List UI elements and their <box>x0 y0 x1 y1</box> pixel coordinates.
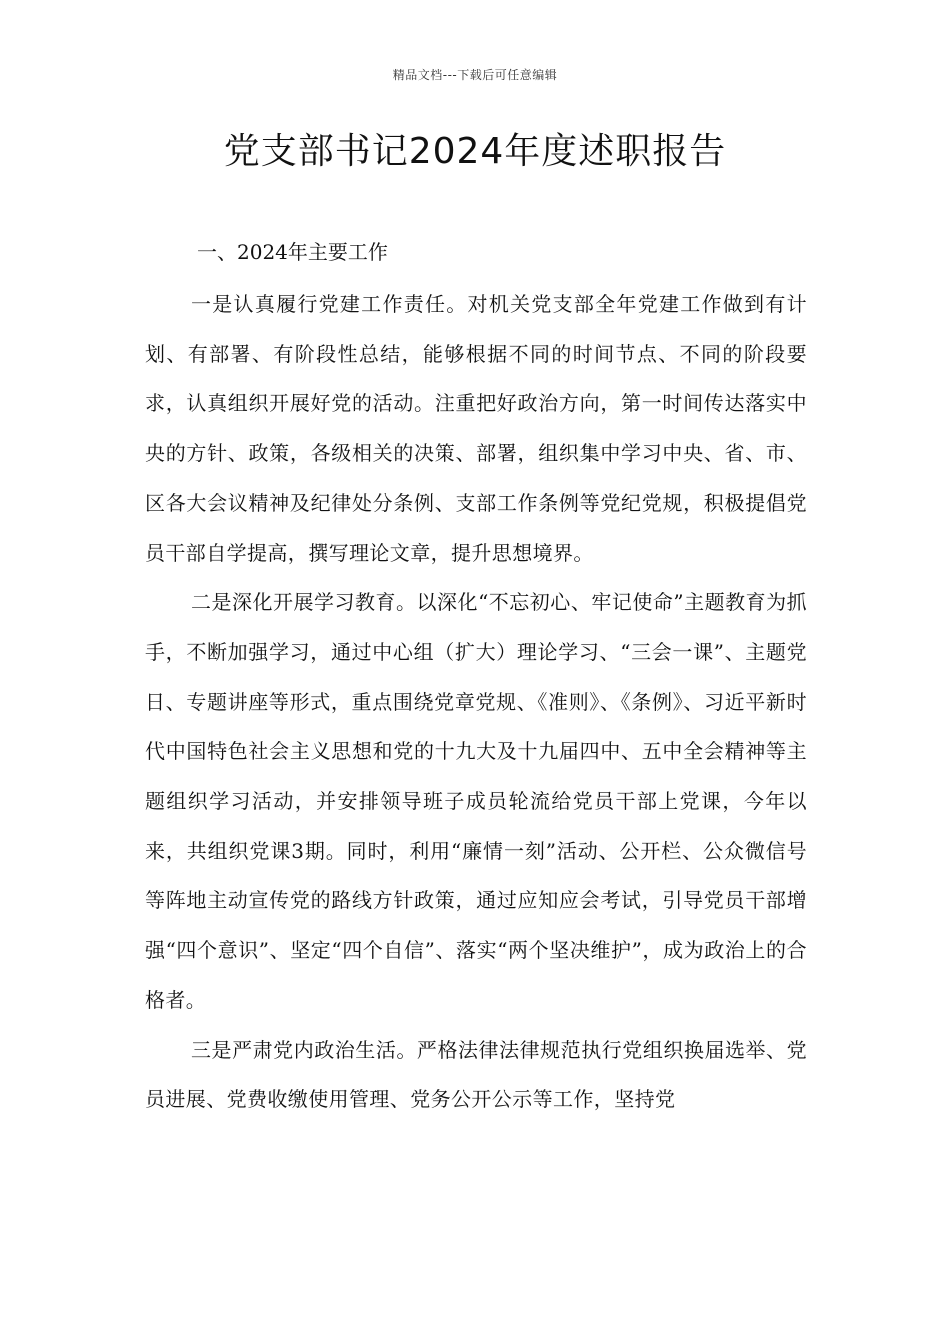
header-note: 精品文档---下载后可任意编辑 <box>392 68 558 82</box>
paragraph-1: 一是认真履行党建工作责任。对机关党支部全年党建工作做到有计划、有部署、有阶段性总结，能够根据不同的时间节点、不同的阶段要求，认真组织开展好党的活动。注重把好政治方向，第一时间传达落实中央的方针、政策，各级相关的决策、部署，组织集中学习中央、省、市、区各大会议精神及纪律处分条例、支部工作条例等党纪党规，积极提倡党员干部自学提高，撰写理论文章，提升思想境界。 <box>145 292 807 565</box>
document-title: 党支部书记2024年度述职报告 <box>223 131 727 172</box>
paragraph-2: 二是深化开展学习教育。以深化“不忘初心、牢记使命”主题教育为抓手，不断加强学习，通过中心组（扩大）理论学习、“三会一课”、主题党日、专题讲座等形式，重点围绕党章党规、《准则》、《条例》、习近平新时代中国特色社会主义思想和党的十九大及十九届四中、五中全会精神等主题组织学习活动，并安排领导班子成员轮流给党员干部上党课，今年以来，共组织党课3期。同时，利用“廉情一刻”活动、公开栏、公众微信号等阵地主动宣传党的路线方针政策，通过应知应会考试，引导党员干部增强“四个意识”、坚定“四个自信”、落实“两个坚决维护”，成为政治上的合格者。 <box>145 590 807 1012</box>
section-heading: 一、2024年主要工作 <box>197 240 388 264</box>
paragraph-3: 三是严肃党内政治生活。严格法律法律规范执行党组织换届选举、党员进展、党费收缴使用管理、党务公开公示等工作，坚持党 <box>145 1037 807 1112</box>
document-body <box>145 230 807 1125</box>
